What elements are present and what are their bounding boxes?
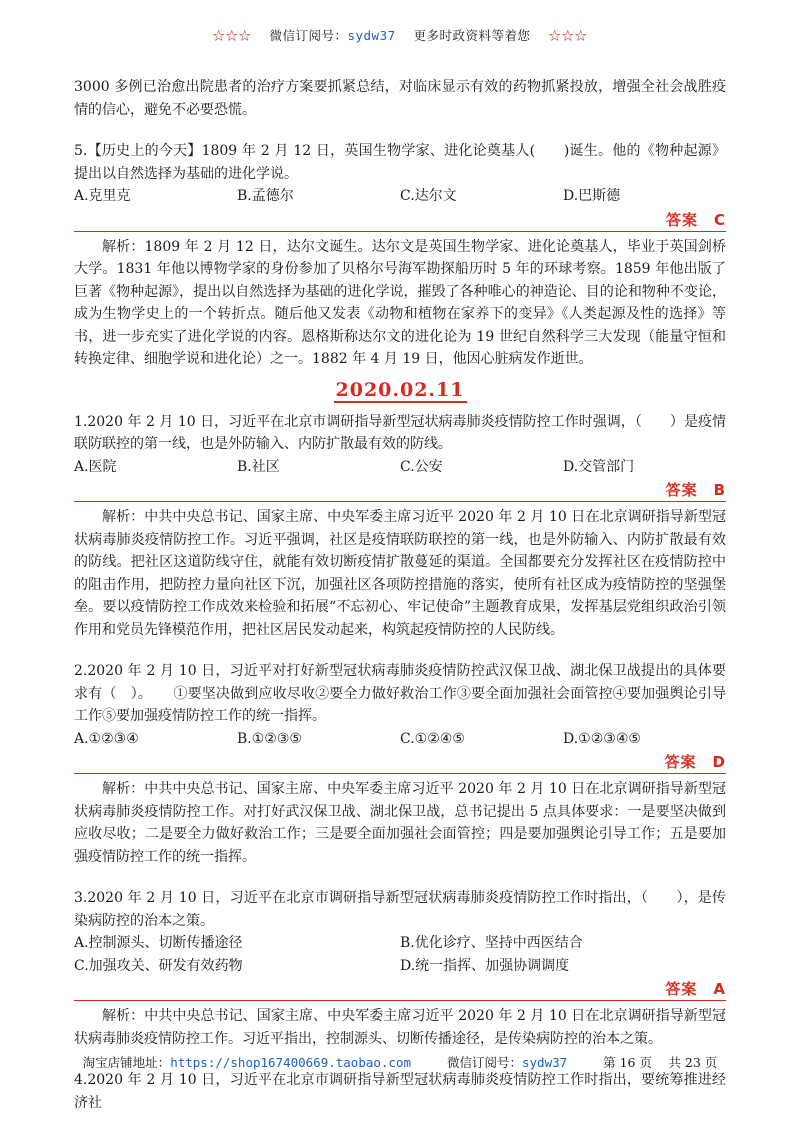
page-number: 第 16 页 共 23 页 [603,1055,718,1070]
page-content [74,76,726,1114]
options-row [74,185,726,208]
option-d: D.巴斯德 [563,188,621,204]
analysis-text: 解析：中共中央总书记、国家主席、中央军委主席习近平 2020 年 2 月 10 日在北京调研指导新型冠状病毒肺炎疫情防控工作。对打好武汉保卫战、湖北保卫战，总书记提出 5 点具体要求：一是要坚决做到应收尽收；二是要全力做好救治工作；三是要全面加强社会面管控；四是要加强舆论引导工作；五是要加强疫情防控工作的统一指挥。 [74,781,726,865]
footer-account: sydw37 [522,1055,568,1070]
option-a: A.①②③④ [74,730,139,747]
answer-label: 答案 C [665,210,726,229]
question-1 [74,411,726,642]
answer-bar [74,209,726,232]
option-c: C.达尔文 [400,188,457,204]
option-b: B.①②③⑤ [237,730,302,747]
analysis-text: 解析：1809 年 2 月 12 日，达尔文诞生。达尔文是英国生物学家、进化论奠基人，毕业于英国剑桥大学。1831 年他以博物学家的身份参加了贝格尔号海军勘探船历时 5 年的环球考察。1859 年他出版了巨著《物种起源》，提出以自然选择为基础的进化学说，摧毁了各种唯心的神造论、目的论和物种不变论，成为生物学史上的一个转折点。随后他又发表《动物和植物在家养下的变异》《人类起源及性的选择》等书，进一步充实了进化学说的内容。恩格斯称达尔文的进化论为 19 世纪自然科学三大发现（能量守恒和转换定律、细胞学说和进化论）之一。1882 年 4 月 19 日，他因心脏病发作逝世。 [74,238,726,367]
analysis-text: 解析：中共中央总书记、国家主席、中央军委主席习近平 2020 年 2 月 10 日在北京调研指导新型冠状病毒肺炎疫情防控工作。习近平指出，控制源头、切断传播途径，是传染病防控的治本之策。 [74,1008,726,1047]
stars-left: ☆☆☆ [212,28,252,43]
question-text: 5.【历史上的今天】1809 年 2 月 12 日，英国生物学家、进化论奠基人( )诞生。他的《物种起源》提出以自然选择为基础的进化学说。 [74,143,726,182]
question-text: 4.2020 年 2 月 10 日，习近平在北京市调研指导新型冠状病毒肺炎疫情防控工作时指出，要统筹推进经济社 [74,1072,726,1111]
question-text: 3.2020 年 2 月 10 日，习近平在北京市调研指导新型冠状病毒肺炎疫情防控工作时指出，（ ），是传染病防控的治本之策。 [74,890,726,929]
header-slogan: 更多时政资料等着您 [413,28,531,43]
option-c: C.公安 [400,458,443,475]
shop-url-link[interactable]: https://shop167400669.taobao.com [170,1055,412,1070]
answer-bar [74,751,726,774]
option-a: A.克里克 [74,188,131,204]
option-d: D.交管部门 [563,458,635,475]
footer-account-label: 微信订阅号： [446,1055,522,1070]
options-row [74,456,726,479]
option-c: C.加强攻关、研发有效药物 [74,957,243,974]
question-4 [74,1069,726,1114]
option-a: A.医院 [74,458,117,475]
header-account: sydw37 [347,28,396,43]
answer-label: 答案 A [665,980,726,998]
question-text: 1.2020 年 2 月 10 日，习近平在北京市调研指导新型冠状病毒肺炎疫情防控工作时强调，（ ）是疫情联防联控的第一线，也是外防输入、内防扩散最有效的防线。 [74,413,726,452]
shop-label: 淘宝店铺地址： [82,1055,171,1070]
answer-bar [74,479,726,502]
option-a: A.控制源头、切断传播途径 [74,935,243,951]
page-footer [0,1053,800,1071]
option-b: B.社区 [237,458,280,475]
option-b: B.优化诊疗、坚持中西医结合 [400,935,583,951]
date-title: 2020.02.11 [335,378,465,401]
question-3 [74,887,726,1050]
answer-label: 答案 B [665,481,726,499]
option-b: B.孟德尔 [237,188,294,204]
question-2 [74,660,726,868]
options-grid [74,932,726,977]
intro-paragraph: 3000 多例已治愈出院患者的治疗方案要抓紧总结，对临床显示有效的药物抓紧投放，增强全社会战胜疫情的信心，避免不必要恐慌。 [74,79,726,118]
analysis-text: 解析：中共中央总书记、国家主席、中央军委主席习近平 2020 年 2 月 10 日在北京调研指导新型冠状病毒肺炎疫情防控工作。习近平强调，社区是疫情联防联控的第一线，也是外防输入、内防扩散最有效的防线。把社区这道防线守住，就能有效切断疫情扩散蔓延的渠道。全国都要充分发挥社区在疫情防控中的阻击作用，把防控力量向社区下沉，加强社区各项防控措施的落实，使所有社区成为疫情防控的坚强堡垒。要以疫情防控工作成效来检验和拓展“不忘初心、牢记使命”主题教育成果，发挥基层党组织政治引领作用和党员先锋模范作用，把社区居民发动起来，构筑起疫情防控的人民防线。 [74,509,726,638]
option-d: D.统一指挥、加强协调调度 [400,957,570,974]
question-5 [74,140,726,371]
answer-bar [74,978,726,1001]
option-d: D.①②③④⑤ [563,730,641,747]
answer-label: 答案 D [664,753,726,771]
option-c: C.①②④⑤ [400,730,465,747]
question-text: 2.2020 年 2 月 10 日，习近平对打好新型冠状病毒肺炎疫情防控武汉保卫战、湖北保卫战提出的具体要求有（ ）。 ①要坚决做到应收尽收②要全力做好救治工作③要全面加强社会面管控④要加强舆论引导工作⑤要加强疫情防控工作的统一指挥。 [74,663,726,724]
page-header [0,26,800,44]
header-label: 微信订阅号： [269,28,348,43]
stars-right: ☆☆☆ [548,28,588,43]
options-row [74,728,726,751]
